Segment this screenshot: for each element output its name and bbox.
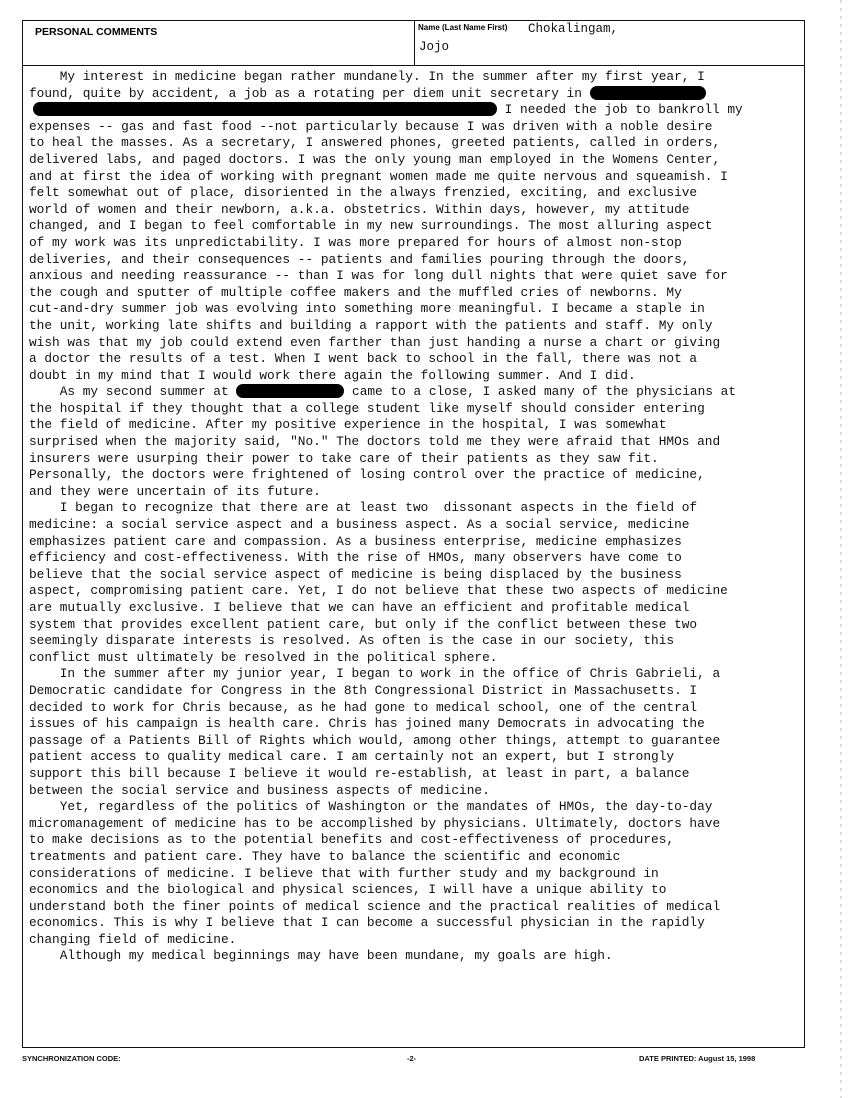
text-segment: I needed the job to bankroll my xyxy=(497,102,743,118)
text-line: seemingly disparate interests is resolved. As often is the case in our society, this xyxy=(29,633,675,649)
text-line: economics and the biological and physical sciences, I will have a unique ability to xyxy=(29,882,667,898)
text-segment: As my second summer at xyxy=(29,384,237,400)
text-line: insurers were usurping their power to take care of their patients as they saw fit. xyxy=(29,450,659,466)
text-line: believe that the social service aspect of medicine is being displaced by the business xyxy=(29,566,682,582)
text-line: and they were uncertain of its future. xyxy=(29,483,321,499)
text-line: felt somewhat out of place, disoriented in the always frenzied, exciting, and exclusive xyxy=(29,185,698,201)
header-divider xyxy=(414,21,415,65)
redaction-block xyxy=(590,86,706,100)
text-line: economics. This is why I believe that I can become a successful physician in the rapidly xyxy=(29,915,705,931)
text-line: delivered labs, and paged doctors. I was the only young man employed in the Womens Center, xyxy=(29,151,721,167)
text-line: emphasizes patient care and compassion. As a business enterprise, medicine emphasizes xyxy=(29,533,682,549)
text-line: doubt in my mind that I would work there again the following summer. And I did. xyxy=(29,367,636,383)
text-line: My interest in medicine began rather mundanely. In the summer after my first year, I xyxy=(29,69,705,84)
redaction-block xyxy=(33,102,497,116)
text-line: issues of his campaign is health care. Chris has joined many Democrats in advocating the xyxy=(29,716,705,732)
text-line: expenses -- gas and fast food --not particularly because I was driven with a noble desire xyxy=(29,118,713,134)
essay-body xyxy=(29,69,799,982)
text-line: the unit, working late shifts and building a rapport with the patients and staff. My only xyxy=(29,317,713,333)
text-line: to heal the masses. As a secretary, I answered phones, greeted patients, called in orders, xyxy=(29,135,721,151)
text-line: system that provides excellent patient care, but only if the conflict between these two xyxy=(29,616,698,632)
text-line: a doctor the results of a test. When I went back to school in the fall, there was not a xyxy=(29,351,698,367)
name-line-2: Jojo xyxy=(419,40,450,54)
text-line: and at first the idea of working with pregnant women made me quite nervous and squeamish. I xyxy=(29,168,728,184)
text-segment: came to a close, I asked many of the physicians at xyxy=(344,384,736,400)
section-title: PERSONAL COMMENTS xyxy=(35,26,158,38)
text-line: of my work was its unpredictability. I was more prepared for hours of almost non-stop xyxy=(29,234,682,250)
text-line: patient access to quality medical care. I am certainly not an expert, but I strongly xyxy=(29,749,675,765)
text-line: efficiency and cost-effectiveness. With the rise of HMOs, many observers have come to xyxy=(29,550,682,566)
text-line: understand both the finer points of medical science and the practical realities of medical xyxy=(29,898,721,914)
text-line: wish was that my job could extend even farther than just handing a nurse a chart or giving xyxy=(29,334,721,350)
text-line: medicine: a social service aspect and a business aspect. As a social service, medicine xyxy=(29,517,690,533)
name-line-1: Chokalingam, xyxy=(528,22,619,36)
date-printed: DATE PRINTED: August 15, 1998 xyxy=(639,1054,756,1063)
text-line: considerations of medicine. I believe that with further study and my background in xyxy=(29,865,659,881)
personal-comments-form xyxy=(22,20,805,1048)
text-line xyxy=(29,86,799,103)
text-line: micromanagement of medicine has to be accomplished by physicians. Ultimately, doctors have xyxy=(29,815,721,831)
text-line: Democratic candidate for Congress in the 8th Congressional District in Massachusetts. I xyxy=(29,682,698,698)
name-field-label: Name (Last Name First) xyxy=(418,23,508,32)
text-line xyxy=(29,384,799,401)
text-line: passage of a Patients Bill of Rights which would, among other things, attempt to guarantee xyxy=(29,732,721,748)
text-line: Personally, the doctors were frightened of losing control over the practice of medicine, xyxy=(29,467,705,483)
text-line: the field of medicine. After my positive experience in the hospital, I was somewhat xyxy=(29,417,667,433)
text-line: to make decisions as to the potential benefits and cost-effectiveness of procedures, xyxy=(29,832,675,848)
text-line: conflict must ultimately be resolved in the political sphere. xyxy=(29,649,498,665)
text-line: anxious and needing reassurance -- than I was for long dull nights that were quiet save for xyxy=(29,268,728,284)
text-line: the hospital if they thought that a college student like myself should consider entering xyxy=(29,400,705,416)
text-line xyxy=(29,102,799,119)
text-line: the cough and sputter of multiple coffee makers and the muffled cries of newborns. My xyxy=(29,284,682,300)
text-line: I began to recognize that there are at least two dissonant aspects in the field of xyxy=(29,500,698,516)
text-line: cut-and-dry summer job was evolving into something more meaningful. I became a staple in xyxy=(29,301,705,317)
text-line: changing field of medicine. xyxy=(29,931,237,947)
text-line xyxy=(29,965,799,982)
text-line: decided to work for Chris because, as he had gone to medical school, one of the central xyxy=(29,699,698,715)
text-line: treatments and patient care. They have to balance the scientific and economic xyxy=(29,848,621,864)
page-number: -2- xyxy=(407,1054,417,1063)
text-line: between the social service and business aspects of medicine. xyxy=(29,782,490,798)
text-line: Yet, regardless of the politics of Washington or the mandates of HMOs, the day-to-day xyxy=(29,799,713,815)
text-segment: found, quite by accident, a job as a rotating per diem unit secretary in xyxy=(29,85,590,101)
sync-code-label: SYNCHRONIZATION CODE: xyxy=(22,1054,121,1063)
text-line: surprised when the majority said, "No." The doctors told me they were afraid that HMOs and xyxy=(29,434,721,450)
text-line: Although my medical beginnings may have been mundane, my goals are high. xyxy=(29,948,613,964)
redaction-block xyxy=(236,384,344,398)
text-line: world of women and their newborn, a.k.a. obstetrics. Within days, however, my attitude xyxy=(29,201,690,217)
scan-edge xyxy=(840,0,842,1098)
form-header xyxy=(23,21,804,66)
text-line: aspect, compromising patient care. Yet, I do not believe that these two aspects of medicine xyxy=(29,583,728,599)
text-line: support this bill because I believe it would re-establish, at least in part, a balance xyxy=(29,765,690,781)
text-line: deliveries, and their consequences -- patients and families pouring through the doors, xyxy=(29,251,690,267)
text-line: In the summer after my junior year, I began to work in the office of Chris Gabrieli, a xyxy=(29,666,721,682)
text-line: are mutually exclusive. I believe that we can have an efficient and profitable medical xyxy=(29,600,690,615)
text-line: changed, and I began to feel comfortable in my new surroundings. The most alluring aspect xyxy=(29,218,713,234)
